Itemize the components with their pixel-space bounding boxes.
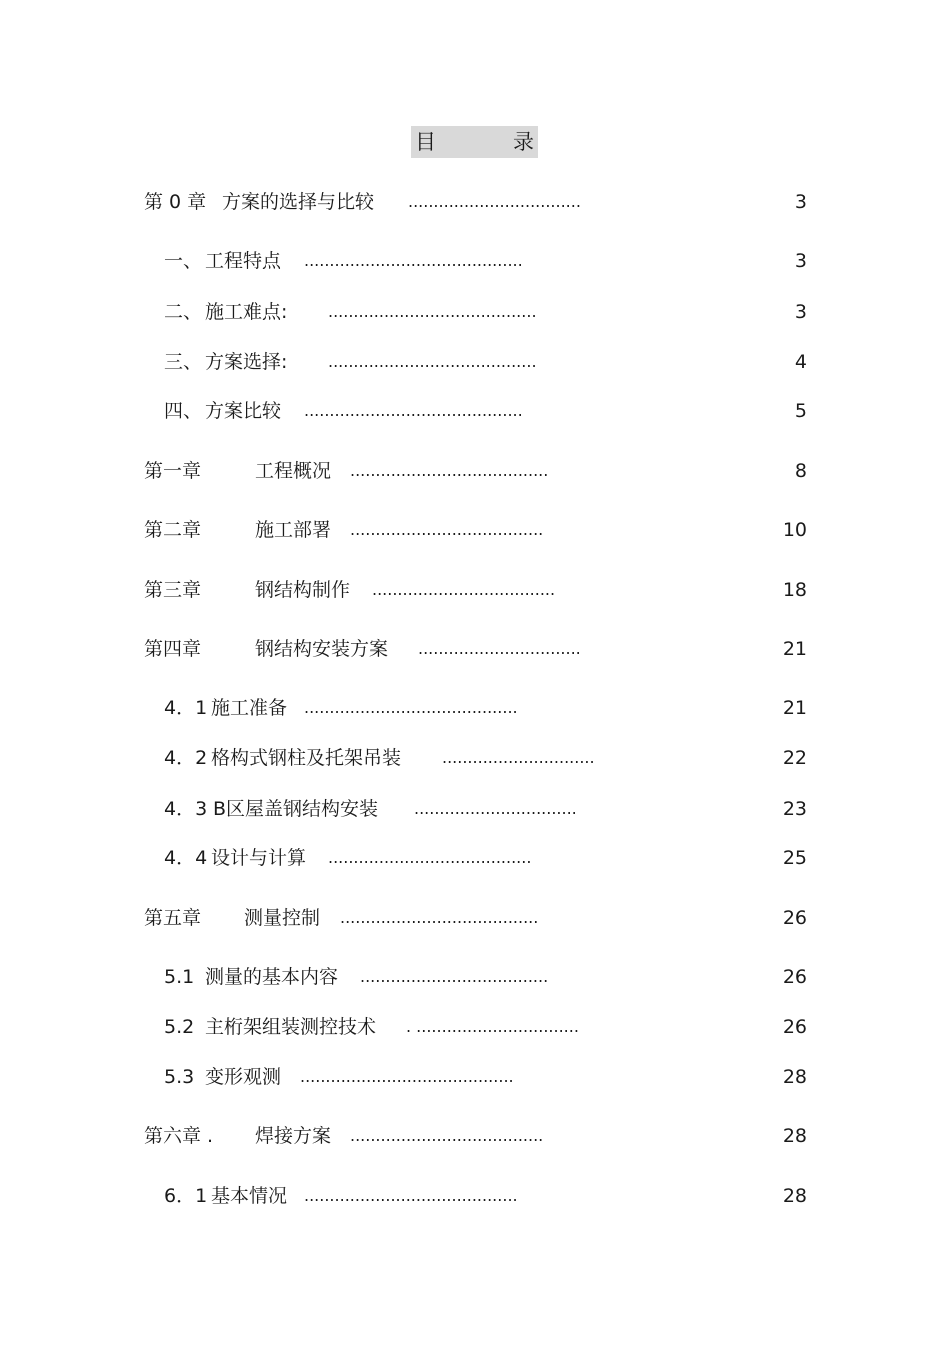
toc-title-left: 目 [415, 130, 436, 154]
toc-entry-prefix: 5.2 [164, 1016, 195, 1038]
toc-entry-label: 方案选择: [205, 351, 288, 373]
toc-entry-leader: ................................ [414, 799, 577, 818]
toc-entry-prefix: 第二章 [144, 519, 202, 541]
toc-entry-label: 设计与计算 [211, 847, 307, 869]
toc-entry-label: 钢结构安装方案 [255, 638, 389, 660]
toc-entry-page: 3 [794, 250, 807, 272]
toc-entry-prefix: 4．4 [164, 847, 208, 869]
toc-entry-label: 施工难点: [205, 301, 288, 323]
toc-entry-label: 基本情况 [211, 1185, 288, 1207]
toc-entry[interactable] [0, 904, 950, 932]
toc-entry-label: 测量控制 [244, 907, 321, 929]
toc-entry-page: 26 [782, 1016, 807, 1038]
toc-entry-page: 26 [782, 966, 807, 988]
toc-entry-leader: ........................................ [328, 848, 532, 867]
toc-entry[interactable] [0, 635, 950, 663]
toc-entry[interactable] [0, 844, 950, 872]
toc-entry-label: 方案的选择与比较 [222, 191, 375, 213]
toc-entry-leader: ...................................... [350, 520, 544, 539]
toc-entry-prefix: 第六章 . [144, 1125, 214, 1147]
toc-entry-page: 3 [794, 191, 807, 213]
toc-entry-page: 5 [794, 400, 807, 422]
toc-entry-page: 8 [794, 460, 807, 482]
toc-entry-prefix: 4．3 [164, 798, 208, 820]
toc-entry-leader: ....................................... [350, 461, 549, 480]
toc-entry[interactable] [0, 694, 950, 722]
toc-entry-prefix: 一、 [164, 250, 203, 272]
toc-entry-leader: ....................................... [340, 908, 539, 927]
toc-entry[interactable] [0, 247, 950, 275]
toc-entry-label: 格构式钢柱及托架吊装 [211, 747, 402, 769]
toc-entry-leader: ................................ [418, 639, 581, 658]
toc-entry-leader: ..................................... [360, 967, 549, 986]
toc-entry[interactable] [0, 1063, 950, 1091]
toc-entry-page: 28 [782, 1066, 807, 1088]
toc-entry-page: 28 [782, 1125, 807, 1147]
toc-entry-leader: ...................................... [350, 1126, 544, 1145]
toc-entry[interactable] [0, 298, 950, 326]
toc-entry-page: 3 [794, 301, 807, 323]
toc-entry-label: 工程特点 [205, 250, 282, 272]
toc-entry[interactable] [0, 744, 950, 772]
toc-entry[interactable] [0, 1122, 950, 1150]
toc-entry[interactable] [0, 188, 950, 216]
toc-entry-leader: .......................................... [304, 698, 518, 717]
toc-entry-prefix: 5.1 [164, 966, 195, 988]
toc-entry[interactable] [0, 457, 950, 485]
toc-entry[interactable] [0, 963, 950, 991]
toc-entry-page: 4 [794, 351, 807, 373]
toc-entry-prefix: 第四章 [144, 638, 202, 660]
toc-entry[interactable] [0, 1013, 950, 1041]
toc-entry-label: 测量的基本内容 [205, 966, 339, 988]
toc-entry-prefix: 四、 [164, 400, 203, 422]
toc-entry[interactable] [0, 576, 950, 604]
toc-entry-page: 18 [782, 579, 807, 601]
toc-entry[interactable] [0, 1182, 950, 1210]
toc-entry-label: 施工部署 [255, 519, 332, 541]
toc-entry[interactable] [0, 516, 950, 544]
toc-entry-leader: ........................................... [304, 251, 523, 270]
toc-entry-leader: .............................. [442, 748, 595, 767]
toc-entry-leader: .......................................... [300, 1067, 514, 1086]
toc-entry-leader: . ................................ [406, 1017, 579, 1036]
toc-entry[interactable] [0, 348, 950, 376]
toc-entry-label: 方案比较 [205, 400, 282, 422]
toc-entry-label: 变形观测 [205, 1066, 282, 1088]
toc-title [411, 126, 538, 158]
toc-entry-leader: ......................................... [328, 352, 537, 371]
toc-entry-prefix: 三、 [164, 351, 203, 373]
toc-entry-prefix: 二、 [164, 301, 203, 323]
toc-entry-page: 23 [782, 798, 807, 820]
toc-entry[interactable] [0, 795, 950, 823]
toc-entry[interactable] [0, 397, 950, 425]
toc-entry-leader: .......................................... [304, 1186, 518, 1205]
toc-entry-prefix: 4．2 [164, 747, 208, 769]
toc-entry-label: 焊接方案 [255, 1125, 332, 1147]
toc-entry-prefix: 第 0 章 [144, 191, 207, 213]
toc-entry-prefix: 5.3 [164, 1066, 195, 1088]
toc-entry-leader: .................................... [372, 580, 556, 599]
toc-entry-page: 21 [782, 638, 807, 660]
toc-entry-page: 25 [782, 847, 807, 869]
toc-entry-page: 28 [782, 1185, 807, 1207]
toc-entry-leader: .................................. [408, 192, 581, 211]
toc-entry-page: 26 [782, 907, 807, 929]
toc-entry-label: 钢结构制作 [255, 579, 351, 601]
toc-entry-leader: ........................................... [304, 401, 523, 420]
toc-entry-page: 10 [782, 519, 807, 541]
toc-entry-leader: ......................................... [328, 302, 537, 321]
toc-entry-prefix: 第一章 [144, 460, 202, 482]
toc-entry-prefix: 第五章 [144, 907, 202, 929]
toc-entry-label: 施工准备 [211, 697, 288, 719]
toc-entry-prefix: 4．1 [164, 697, 208, 719]
toc-entry-label: B区屋盖钢结构安装 [213, 798, 379, 820]
toc-entry-page: 21 [782, 697, 807, 719]
toc-entry-prefix: 第三章 [144, 579, 202, 601]
toc-entry-label: 工程概况 [255, 460, 332, 482]
toc-title-right: 录 [513, 130, 534, 154]
toc-entry-prefix: 6．1 [164, 1185, 208, 1207]
toc-entry-label: 主桁架组装测控技术 [205, 1016, 377, 1038]
toc-entry-page: 22 [782, 747, 807, 769]
